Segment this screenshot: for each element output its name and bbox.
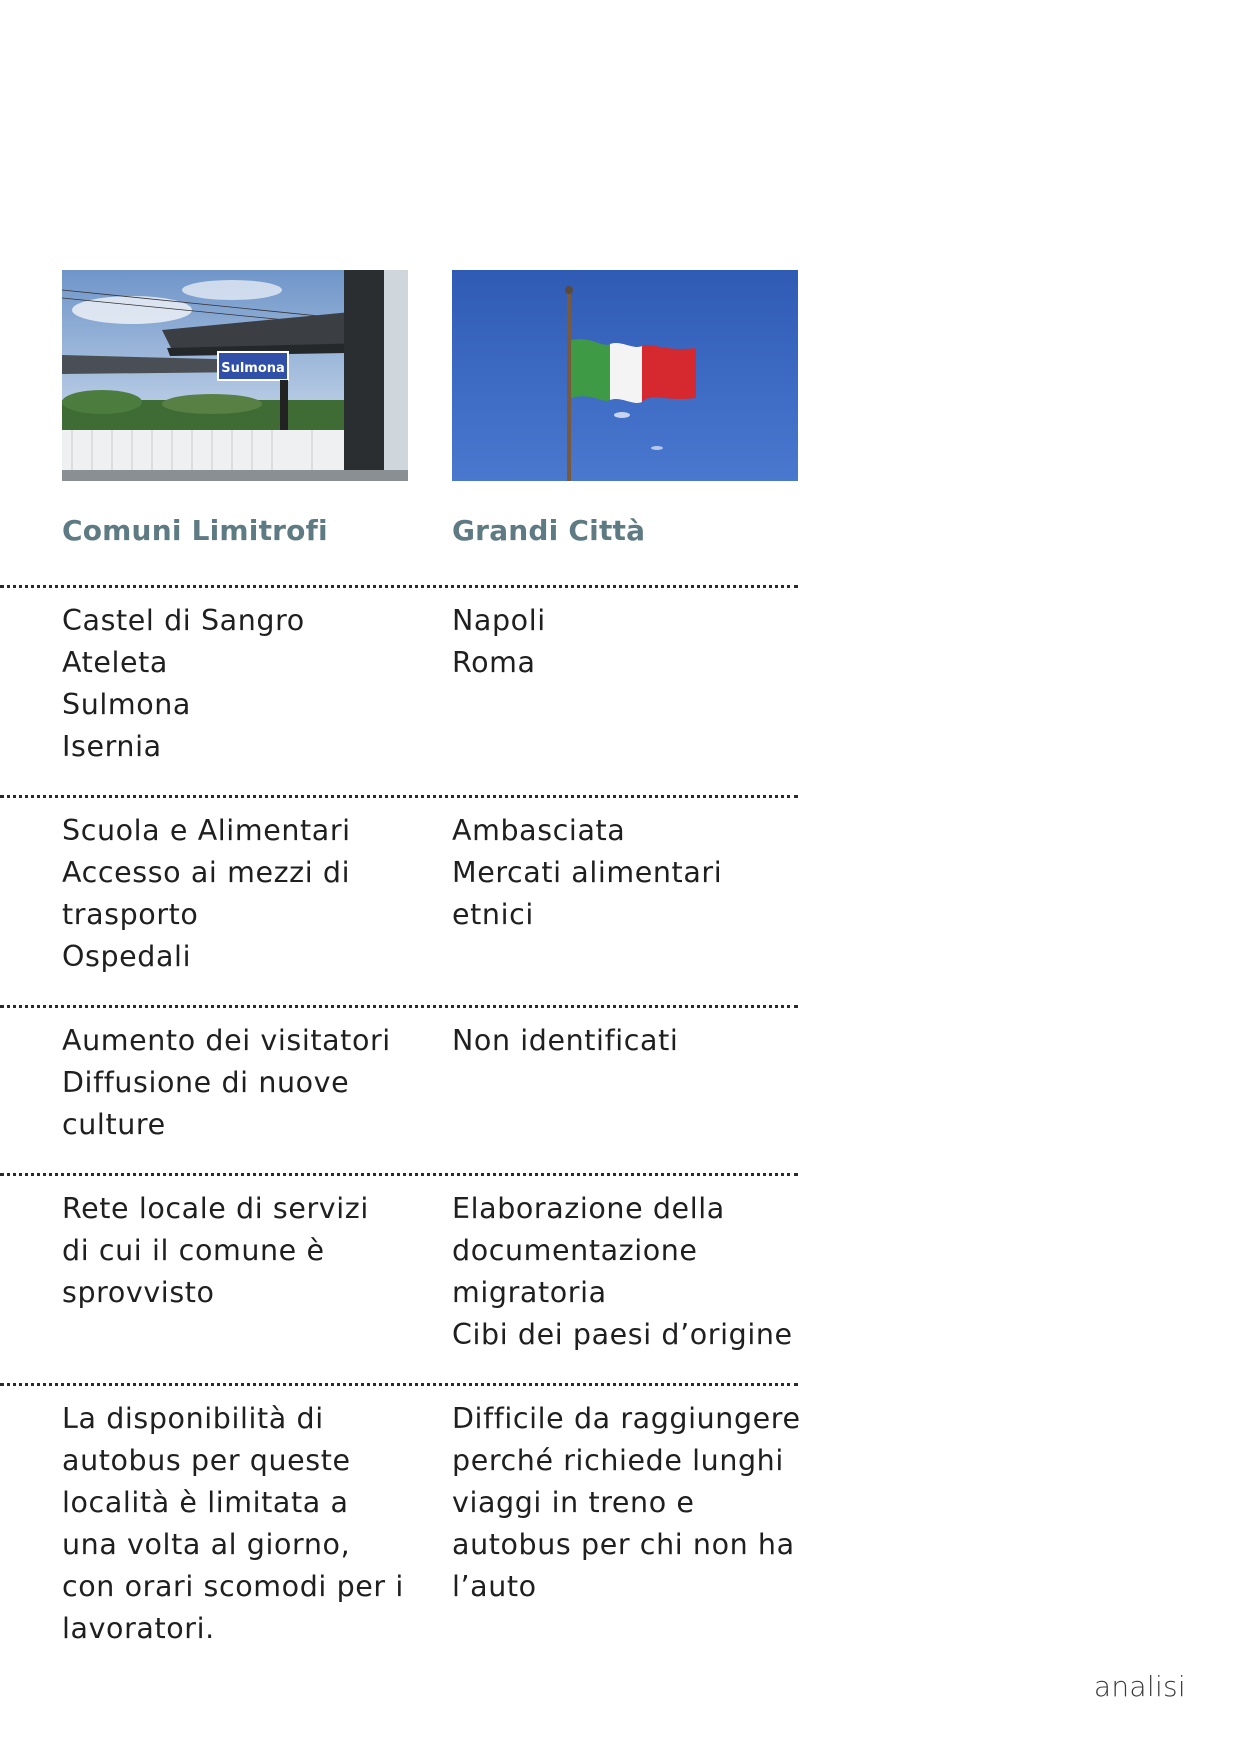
station-sign-text: Sulmona [221, 361, 285, 376]
column-title-comuni-limitrofi: Comuni Limitrofi [62, 514, 328, 547]
row-2-right-cell [452, 810, 792, 936]
row-4-left-cell [62, 1188, 402, 1314]
cell-line: Difficile da raggiungere [452, 1402, 801, 1435]
cell-line: Roma [452, 646, 536, 679]
row-4-right-cell [452, 1188, 792, 1356]
cell-line: perché richiede lunghi [452, 1444, 784, 1477]
cell-line: località è limitata a [62, 1486, 349, 1519]
cell-line: Ambasciata [452, 814, 626, 847]
train-station-photo [62, 270, 408, 481]
cell-line: Aumento dei visitatori [62, 1024, 391, 1057]
cell-line: etnici [452, 898, 534, 931]
row-3-left-cell [62, 1020, 402, 1146]
row-1-left-cell [62, 600, 402, 768]
cell-line: una volta al giorno, [62, 1528, 351, 1561]
cell-line: Isernia [62, 730, 162, 763]
cell-line: sprovvisto [62, 1276, 215, 1309]
cell-line: Ospedali [62, 940, 192, 973]
cell-line: di cui il comune è [62, 1234, 325, 1267]
page-footer-label: analisi [1093, 1670, 1186, 1703]
cell-line: migratoria [452, 1276, 607, 1309]
cell-line: Ateleta [62, 646, 168, 679]
cell-line: Rete locale di servizi [62, 1192, 369, 1225]
row-1-right-cell [452, 600, 792, 684]
cell-line: Castel di Sangro [62, 604, 305, 637]
row-divider [0, 1005, 798, 1008]
italian-flag-photo [452, 270, 798, 481]
cell-line: Mercati alimentari [452, 856, 723, 889]
cell-line: Scuola e Alimentari [62, 814, 351, 847]
cell-line: Napoli [452, 604, 546, 637]
row-divider [0, 1383, 798, 1386]
row-3-right-cell [452, 1020, 792, 1062]
cell-line: autobus per queste [62, 1444, 351, 1477]
cell-line: Elaborazione della [452, 1192, 725, 1225]
cell-line: Non identificati [452, 1024, 679, 1057]
cell-line: autobus per chi non ha [452, 1528, 795, 1561]
row-5-right-cell [452, 1398, 801, 1608]
row-2-left-cell [62, 810, 402, 978]
cell-line: l’auto [452, 1570, 537, 1603]
cell-line: documentazione [452, 1234, 698, 1267]
row-divider [0, 795, 798, 798]
cell-line: viaggi in treno e [452, 1486, 695, 1519]
column-title-grandi-citta: Grandi Città [452, 514, 646, 547]
row-divider [0, 585, 798, 588]
cell-line: Accesso ai mezzi di [62, 856, 351, 889]
cell-line: con orari scomodi per i [62, 1570, 404, 1603]
cell-line: lavoratori. [62, 1612, 215, 1645]
cell-line: Sulmona [62, 688, 191, 721]
row-5-left-cell [62, 1398, 402, 1650]
cell-line: Cibi dei paesi d’origine [452, 1318, 793, 1351]
cell-line: La disponibilità di [62, 1402, 324, 1435]
cell-line: trasporto [62, 898, 199, 931]
row-divider [0, 1173, 798, 1176]
cell-line: Diffusione di nuove [62, 1066, 350, 1099]
cell-line: culture [62, 1108, 166, 1141]
